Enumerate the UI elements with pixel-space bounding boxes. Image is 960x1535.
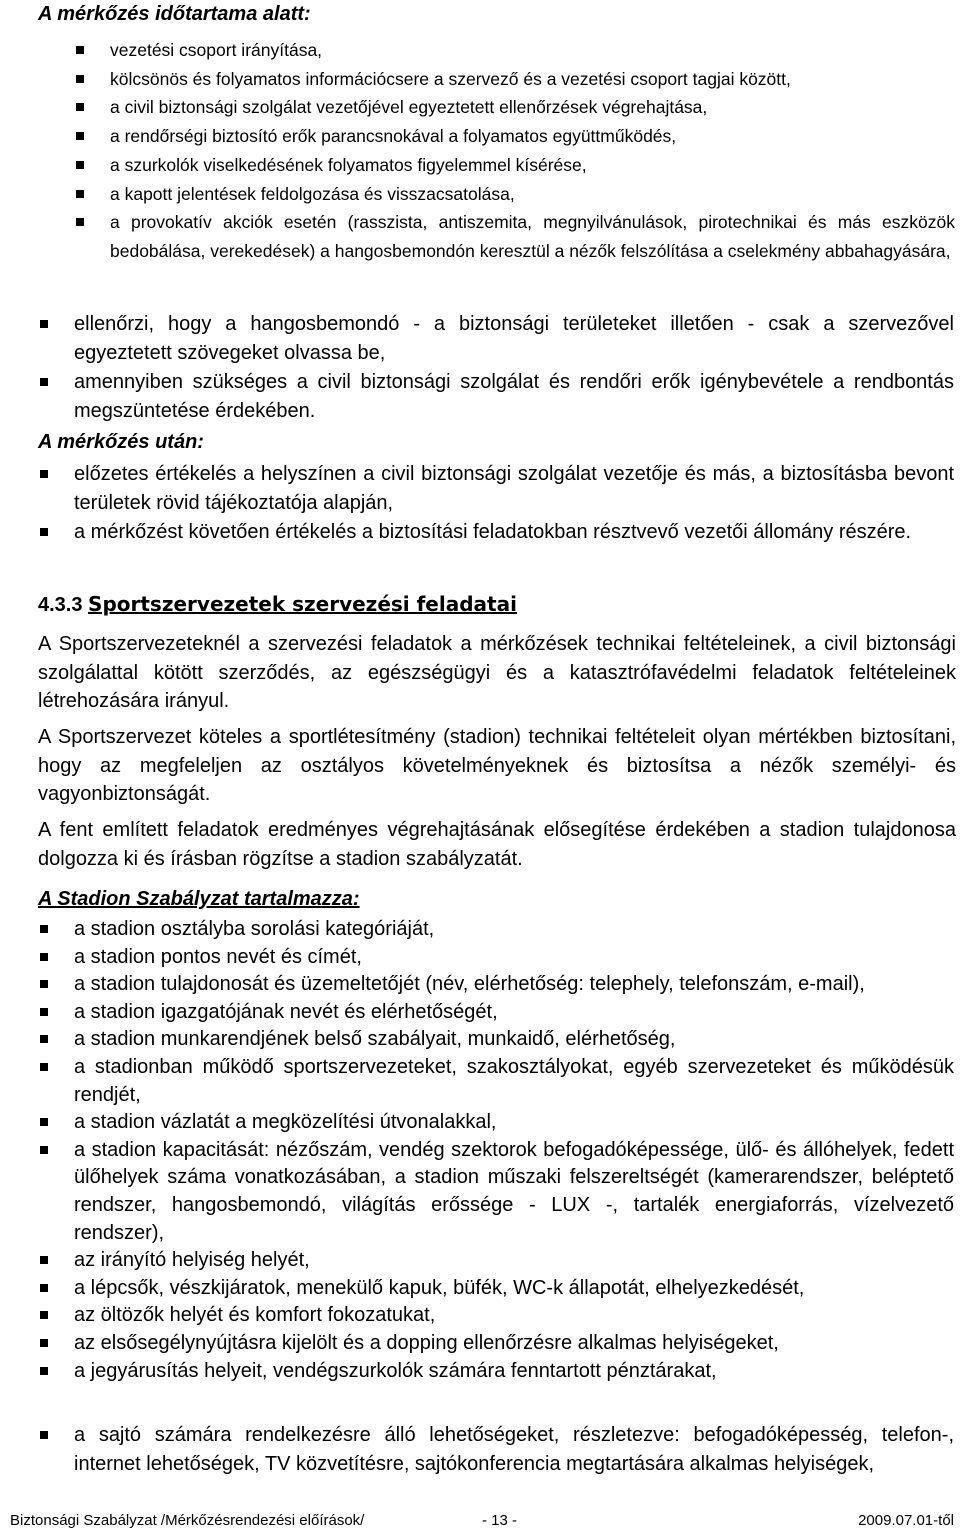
square-bullet-icon [40,925,48,933]
section-number: 4.3.3 [38,594,83,616]
square-bullet-icon [76,103,84,111]
square-bullet-icon [40,378,48,386]
square-bullet-icon [40,1311,48,1319]
list-item: a mérkőzést követően értékelés a biztosítási feladatokban résztvevő vezetői állomány részére. [0,518,960,547]
square-bullet-icon [40,1146,48,1154]
section-heading-sports-organizations [38,592,517,617]
square-bullet-icon [40,1063,48,1071]
square-bullet-icon [76,190,84,198]
list-item: a stadion igazgatójának nevét és elérhetőségét, [0,999,960,1027]
page-number: - 13 - [482,1512,518,1529]
square-bullet-icon [40,1284,48,1292]
page-footer [10,1512,954,1532]
list-item: a rendőrségi biztosító erők parancsnokával a folyamatos együttműködés, [0,122,960,151]
section-heading-stadium-rules: A Stadion Szabályzat tartalmazza: [38,888,360,910]
list-item: a stadion tulajdonosát és üzemeltetőjét (név, elérhetőség: telephely, telefonszám, e-mail), [0,971,960,999]
list-item: a kapott jelentések feldolgozása és visszacsatolása, [0,180,960,209]
list-item: amennyiben szükséges a civil biztonsági szolgálat és rendőri erők igénybevétele a rendbontás megszüntetése érdekében. [0,368,960,426]
footer-document-title: Biztonsági Szabályzat /Mérkőzésrendezési előírások/ [10,1512,365,1529]
list-item: a stadion vázlatát a megközelítési útvonalakkal, [0,1109,960,1137]
square-bullet-icon [40,1367,48,1375]
paragraph: A Sportszervezet köteles a sportlétesítmény (stadion) technikai feltételeit olyan mértékben biztosítani, hogy az megfeleljen az osztályos követelményeknek és biztosítsa a nézők személyi- és vagyonbiztonságát. [38,726,956,805]
section-heading-during-match: A mérkőzés időtartama alatt: [38,3,311,25]
square-bullet-icon [76,161,84,169]
stadium-rules-list-last [0,1421,960,1479]
square-bullet-icon [40,1256,48,1264]
square-bullet-icon [40,1431,48,1439]
square-bullet-icon [40,470,48,478]
list-item: a stadion pontos nevét és címét, [0,944,960,972]
list-item: a stadionban működő sportszervezeteket, szakosztályokat, egyéb szervezeteket és működésük rendjét, [0,1054,960,1109]
list-item: a provokatív akciók esetén (rasszista, antiszemita, megnyilvánulások, pirotechnikai és más eszközök bedobálása, verekedések) a hangosbemondón keresztül a nézők felszólítása a cselekmény abbahagyására, [0,208,960,265]
list-item: ellenőrzi, hogy a hangosbemondó - a biztonsági területeket illetően - csak a szervezővel egyeztetett szövegeket olvassa be, [0,310,960,368]
paragraph: A fent említett feladatok eredményes végrehajtásának elősegítése érdekében a stadion tulajdonosa dolgozza ki és írásban rögzítse a stadion szabályzatát. [38,819,956,870]
square-bullet-icon [40,980,48,988]
square-bullet-icon [40,1118,48,1126]
square-bullet-icon [76,75,84,83]
during-match-list [0,36,960,266]
square-bullet-icon [40,1339,48,1347]
square-bullet-icon [40,1035,48,1043]
list-item: előzetes értékelés a helyszínen a civil biztonsági szolgálat vezetője és más, a biztosításba bevont területek rövid tájékoztatója alapján, [0,460,960,518]
stadium-rules-list [0,916,960,1385]
square-bullet-icon [40,1008,48,1016]
list-item: az elsősegélynyújtásra kijelölt és a dopping ellenőrzésre alkalmas helyiségeket, [0,1330,960,1358]
list-item: vezetési csoport irányítása, [0,36,960,65]
list-item: az öltözők helyét és komfort fokozatukat, [0,1302,960,1330]
list-item: a stadion munkarendjének belső szabályait, munkaidő, elérhetőség, [0,1026,960,1054]
square-bullet-icon [76,46,84,54]
list-item: kölcsönös és folyamatos információcsere a szervező és a vezetési csoport tagjai között, [0,65,960,94]
section-title: Sportszervezetek szervezési feladatai [88,592,517,616]
list-item: a sajtó számára rendelkezésre álló lehetőségeket, részletezve: befogadóképesség, telefon-, internet lehetőségek, TV közvetítésre, sajtókonferencia megtartására alkalmas helyiségek, [0,1421,960,1479]
list-item: a civil biztonsági szolgálat vezetőjével egyeztetett ellenőrzések végrehajtása, [0,93,960,122]
during-match-list-continued [0,310,960,426]
list-item: a lépcsők, vészkijáratok, menekülő kapuk, büfék, WC-k állapotát, elhelyezkedését, [0,1275,960,1303]
square-bullet-icon [40,953,48,961]
square-bullet-icon [76,132,84,140]
footer-date: 2009.07.01-től [858,1512,954,1529]
section-heading-after-match: A mérkőzés után: [38,431,204,453]
list-item: a stadion osztályba sorolási kategóriáját, [0,916,960,944]
list-item: a szurkolók viselkedésének folyamatos figyelemmel kísérése, [0,151,960,180]
list-item: az irányító helyiség helyét, [0,1247,960,1275]
list-item: a stadion kapacitását: nézőszám, vendég szektorok befogadóképessége, ülő- és állóhelyek, fedett ülőhelyek száma vonatkozásában, a stadion műszaki felszereltségét (kamerarendszer, beléptető rendszer, hangosbemondó, világítás erőssége - LUX -, tartalék energiaforrás, vízelvezető rendszer), [0,1137,960,1247]
square-bullet-icon [40,320,48,328]
list-item: a jegyárusítás helyeit, vendégszurkolók számára fenntartott pénztárakat, [0,1358,960,1386]
after-match-list [0,460,960,547]
square-bullet-icon [40,528,48,536]
square-bullet-icon [76,218,84,226]
paragraph: A Sportszervezeteknél a szervezési feladatok a mérkőzések technikai feltételeinek, a civil biztonsági szolgálattal kötött szerződés, az egészségügyi és a katasztrófavédelmi feladatok feltételeinek létrehozására irányul. [38,633,956,712]
